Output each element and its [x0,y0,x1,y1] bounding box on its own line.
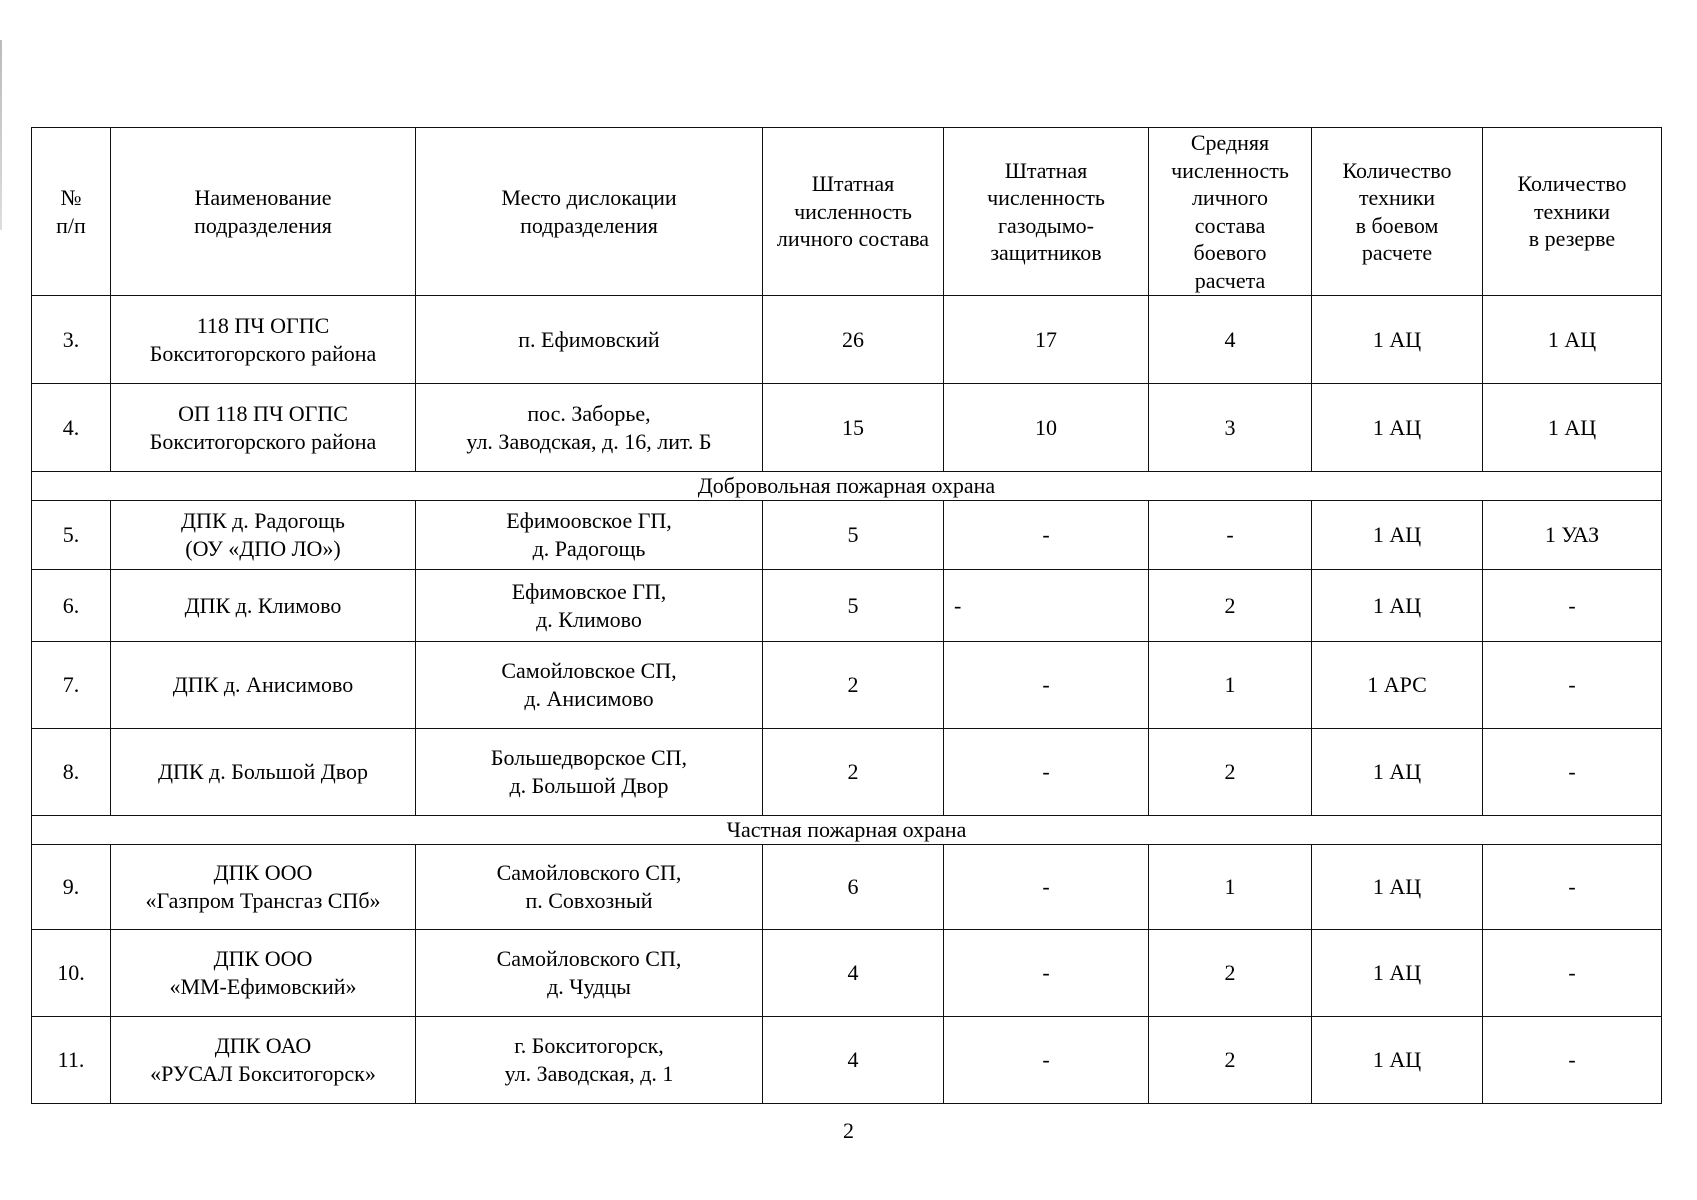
cell-name: ДПК ООО «Газпром Трансгаз СПб» [111,845,416,930]
cell-equipment-duty: 1 АЦ [1312,296,1483,384]
cell-name: ДПК д. Климово [111,570,416,642]
cell-equipment-duty: 1 АЦ [1312,570,1483,642]
cell-equipment-reserve: - [1483,642,1662,729]
cell-staff: 2 [763,729,944,816]
table-row [32,384,1662,472]
cell-number: 11. [32,1017,111,1104]
cell-gas-defenders: - [944,642,1149,729]
cell-equipment-reserve: - [1483,570,1662,642]
cell-location: Ефимоовское ГП, д. Радогощь [416,501,763,570]
table-row [32,642,1662,729]
cell-avg-crew: 2 [1149,1017,1312,1104]
cell-gas-defenders: - [944,729,1149,816]
column-header-equipment-reserve: Количество техники в резерве [1483,128,1662,296]
cell-gas-defenders: 10 [944,384,1149,472]
column-header-avg-crew: Средняя численность личного состава боевого расчета [1149,128,1312,296]
cell-avg-crew: 1 [1149,845,1312,930]
cell-name: ДПК д. Большой Двор [111,729,416,816]
cell-equipment-duty: 1 АЦ [1312,384,1483,472]
cell-number: 6. [32,570,111,642]
cell-location: Ефимовское ГП, д. Климово [416,570,763,642]
cell-gas-defenders: - [944,501,1149,570]
cell-staff: 26 [763,296,944,384]
cell-avg-crew: 4 [1149,296,1312,384]
cell-number: 7. [32,642,111,729]
cell-avg-crew: 2 [1149,729,1312,816]
cell-gas-defenders: - [944,1017,1149,1104]
cell-number: 3. [32,296,111,384]
cell-staff: 15 [763,384,944,472]
section-row-volunteer [32,472,1662,501]
cell-avg-crew: 2 [1149,570,1312,642]
table-row [32,570,1662,642]
table-row [32,845,1662,930]
cell-location: Самойловского СП, п. Совхозный [416,845,763,930]
cell-name: ДПК ОАО «РУСАЛ Бокситогорск» [111,1017,416,1104]
cell-staff: 4 [763,930,944,1017]
cell-name: ДПК д. Радогощь (ОУ «ДПО ЛО») [111,501,416,570]
cell-equipment-reserve: - [1483,1017,1662,1104]
table-row [32,501,1662,570]
cell-location: п. Ефимовский [416,296,763,384]
cell-gas-defenders: 17 [944,296,1149,384]
cell-location: г. Бокситогорск, ул. Заводская, д. 1 [416,1017,763,1104]
cell-name: 118 ПЧ ОГПС Бокситогорского района [111,296,416,384]
cell-equipment-reserve: - [1483,845,1662,930]
cell-equipment-duty: 1 АЦ [1312,501,1483,570]
cell-name: ДПК д. Анисимово [111,642,416,729]
cell-avg-crew: 1 [1149,642,1312,729]
table-row [32,930,1662,1017]
cell-equipment-duty: 1 АЦ [1312,845,1483,930]
section-heading-volunteer: Добровольная пожарная охрана [32,472,1662,501]
cell-number: 4. [32,384,111,472]
cell-staff: 5 [763,501,944,570]
cell-avg-crew: 2 [1149,930,1312,1017]
table-row [32,729,1662,816]
cell-equipment-duty: 1 АЦ [1312,729,1483,816]
cell-gas-defenders: - [944,845,1149,930]
cell-gas-defenders: - [944,930,1149,1017]
column-header-equipment-duty: Количество техники в боевом расчете [1312,128,1483,296]
cell-equipment-reserve: 1 АЦ [1483,296,1662,384]
column-header-number: № п/п [32,128,111,296]
column-header-staff: Штатная численность личного состава [763,128,944,296]
section-row-private [32,816,1662,845]
cell-avg-crew: - [1149,501,1312,570]
cell-location: Большедворское СП, д. Большой Двор [416,729,763,816]
cell-avg-crew: 3 [1149,384,1312,472]
cell-location: Самойловское СП, д. Анисимово [416,642,763,729]
cell-equipment-duty: 1 АЦ [1312,930,1483,1017]
scan-edge [0,40,2,230]
cell-equipment-duty: 1 АРС [1312,642,1483,729]
column-header-gas-defenders: Штатная численность газодымо- защитников [944,128,1149,296]
cell-location: пос. Заборье, ул. Заводская, д. 16, лит. Б [416,384,763,472]
cell-number: 8. [32,729,111,816]
table-row [32,1017,1662,1104]
cell-equipment-reserve: - [1483,930,1662,1017]
cell-number: 10. [32,930,111,1017]
cell-equipment-duty: 1 АЦ [1312,1017,1483,1104]
cell-location: Самойловского СП, д. Чудцы [416,930,763,1017]
cell-name: ДПК ООО «ММ-Ефимовский» [111,930,416,1017]
page-number: 2 [843,1118,854,1143]
section-heading-private: Частная пожарная охрана [32,816,1662,845]
cell-gas-defenders: - [944,570,1149,642]
table-header-row [32,128,1662,296]
cell-equipment-reserve: 1 УАЗ [1483,501,1662,570]
fire-units-table [31,127,1662,1104]
cell-staff: 5 [763,570,944,642]
cell-equipment-reserve: 1 АЦ [1483,384,1662,472]
cell-staff: 6 [763,845,944,930]
column-header-location: Место дислокации подразделения [416,128,763,296]
cell-number: 5. [32,501,111,570]
cell-number: 9. [32,845,111,930]
cell-equipment-reserve: - [1483,729,1662,816]
table-row [32,296,1662,384]
column-header-name: Наименование подразделения [111,128,416,296]
cell-staff: 4 [763,1017,944,1104]
cell-name: ОП 118 ПЧ ОГПС Бокситогорского района [111,384,416,472]
cell-staff: 2 [763,642,944,729]
